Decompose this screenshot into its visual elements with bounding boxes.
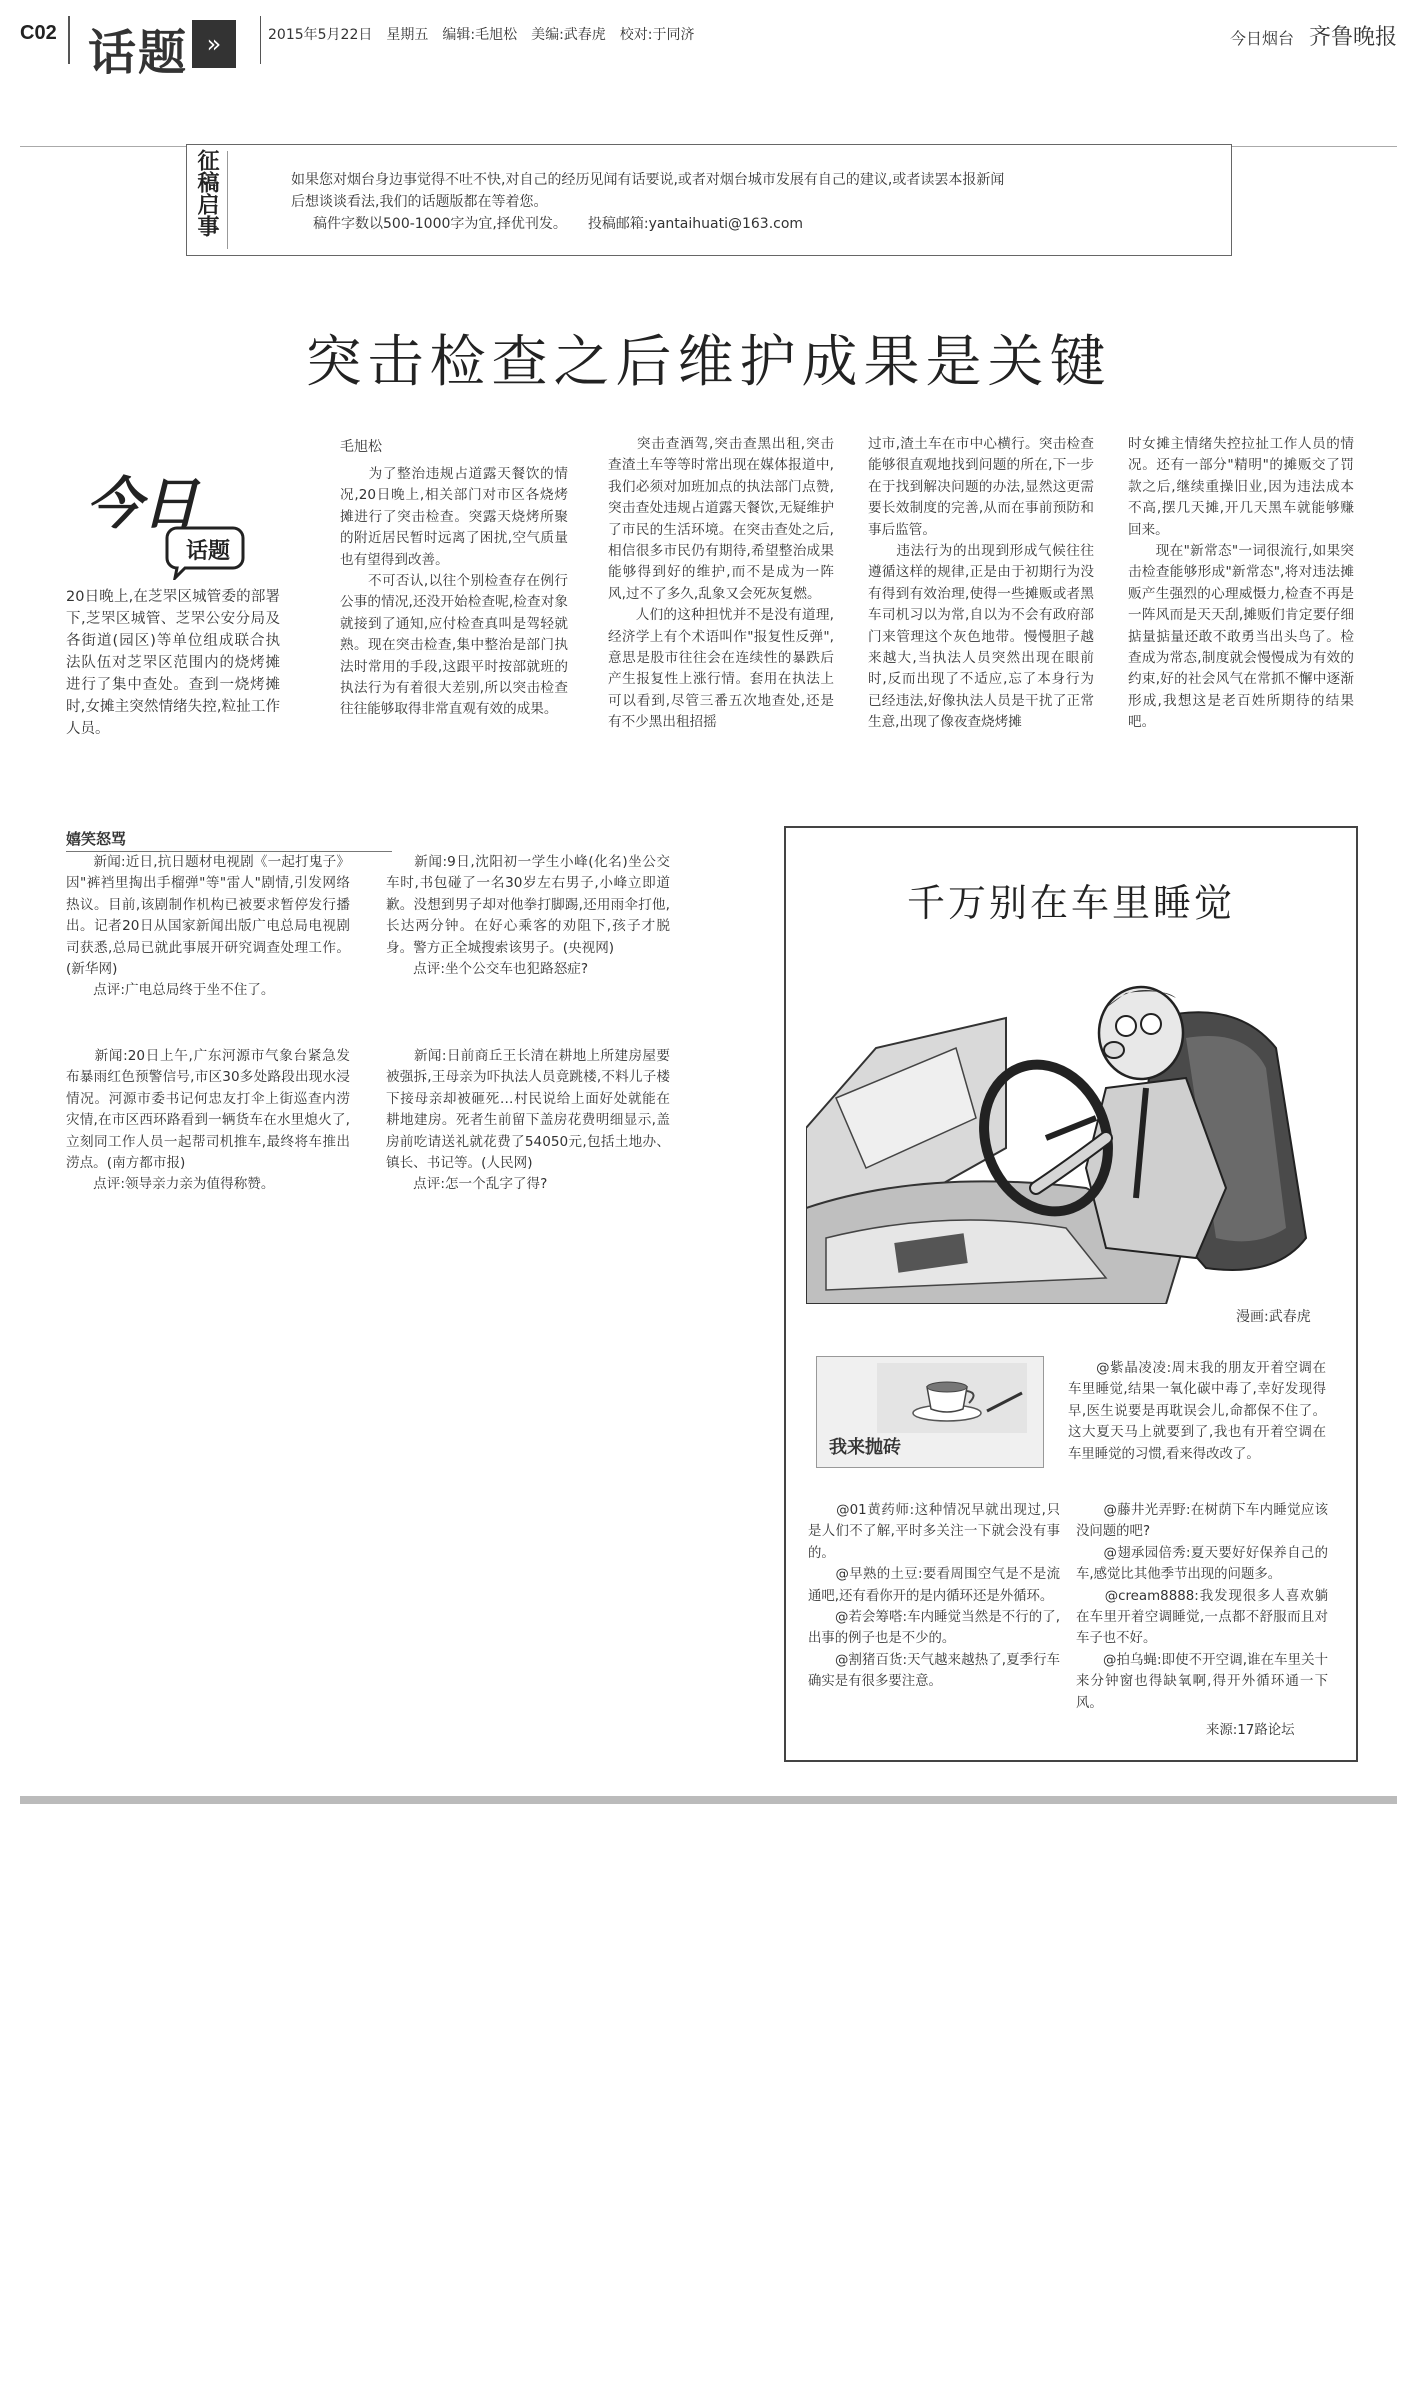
xiaoma-item <box>66 852 350 1002</box>
dateline: 2015年5月22日 星期五 编辑:毛旭松 美编:武春虎 校对:于同济 <box>268 27 695 43</box>
brand-logo: 齐鲁晚报 <box>1308 25 1397 50</box>
article-column-4: 时女摊主情绪失控拉扯工作人员的情况。还有一部分"精明"的摊贩交了罚款之后,继续重操旧业,因为违法成本不高,摆几天摊,开几天黑车就能够赚回来。 现在"新常态"一词很流行,如果突击检查能够形成"新常态",将对违法摊贩产生强烈的心理威慑力,检查不再是一阵风而是天天刮,摊贩们肯定要仔细掂量掂量还敢不敢勇当出头鸟了。检查成为常态,制度就会慢慢成为有效的约束,好的社会风气在常抓不懈中逐渐形成,我想这是老百姓所期待的结果吧。 <box>1128 436 1354 731</box>
article-author: 毛旭松 <box>340 439 382 455</box>
xiaoma-news: 新闻:日前商丘王长清在耕地上所建房屋要被强拆,王母亲为吓执法人员竟跳楼,不料儿子楼下接母亲却被砸死…村民说给上面好处就能在耕地建房。死者生前留下盖房花费明细显示,盖房前吃请送礼就花费了54050元,包括土地办、镇长、书记等。(人民网) <box>386 1048 670 1172</box>
header-divider-2 <box>260 16 261 64</box>
comments-left: @01黄药师:这种情况早就出现过,只是人们不了解,平时多关注一下就会没有事的。 @早熟的土豆:要看周围空气是不是流通吧,还有看你开的是内循环还是外循环。 @若会筹嗒:车内睡觉当然是不行的了,出事的例子也是不少的。 @割猪百货:天气越来越热了,夏季行车确实是有很多要注意。 <box>808 1503 1060 1690</box>
call-for-papers-box <box>186 144 1232 256</box>
jinri-huati-logo <box>82 460 272 580</box>
xiaoma-title: 嬉笑怒骂 <box>66 828 392 852</box>
xiaoma-news: 新闻:20日上午,广东河源市气象台紧急发布暴雨红色预警信号,市区30多处路段出现水浸情况。河源市委书记何忠友打伞上街巡查内涝灾情,在市区西环路看到一辆货车在水里熄火了,立刻同工作人员一起帮司机推车,最终将车推出涝点。(南方都市报) <box>66 1048 350 1172</box>
comments-source: 来源:17路论坛 <box>1206 1723 1295 1738</box>
xiaoma-news: 新闻:近日,抗日题材电视剧《一起打鬼子》因"裤裆里掏出手榴弹"等"雷人"剧情,引发网络热议。目前,该剧制作机构已被要求暂停发行播出。记者20日从国家新闻出版广电总局电视剧司获悉,总局已就此事展开研究调查处理工作。(新华网) <box>66 854 350 978</box>
article-column-2: 突击查酒驾,突击查黑出租,突击查渣土车等等时常出现在媒体报道中,我们必须对加班加点的执法部门点赞,突击查处违规占道露天餐饮,无疑维护了市民的生活环境。在突击查处之后,相信很多市民仍有期待,希望整治成果能够得到好的维护,而不是成为一阵风,过不了多久,乱象又会死灰复燃。 人们的这种担忧并不是没有道理,经济学上有个术语叫作"报复性反弹",意思是股市往往会在连续性的暴跌后产生报复性上涨行情。套用在执法上可以看到,尽管三番五次地查处,还是有不少黑出租招摇 <box>608 436 834 731</box>
comic-box <box>784 826 1358 1762</box>
notice-line: 后想谈谈看法,我们的话题版都在等着您。 <box>291 194 548 210</box>
pz-banner <box>816 1356 1044 1468</box>
comment-top-right: @紫晶凌凌:周末我的朋友开着空调在车里睡觉,结果一氧化碳中毒了,幸好发现得早,医生说要是再耽误会儿,命都保不住了。这大夏天马上就要到了,我也有开着空调在车里睡觉的习惯,看来得改改了。 <box>1068 1361 1326 1462</box>
xiaoma-comment: 点评:坐个公交车也犯路怒症? <box>386 961 589 978</box>
article-column-1: 为了整治违规占道露天餐饮的情况,20日晚上,相关部门对市区各烧烤摊进行了突击检查。突露天烧烤所聚的附近居民暂时远离了困扰,空气质量也有望得到改善。 不可否认,以往个别检查存在例行公事的情况,还没开始检查呢,检查对象就接到了通知,应付检查真叫是驾轻就熟。现在突击检查,集中整治是部门执法时常用的手段,这跟平时按部就班的执法行为有着很大差别,所以突击检查往往能够取得非常直观有效的成果。 <box>340 466 568 718</box>
article-column-3: 过市,渣土车在市中心横行。突击检查能够很直观地找到问题的所在,下一步在于找到解决问题的办法,显然这更需要长效制度的完善,从而在事前预防和事后监管。 违法行为的出现到形成气候往往遵循这样的规律,正是由于初期行为没有得到有效治理,使得一些摊贩或者黑车司机习以为常,自以为不会有政府部门来管理这个灰色地带。慢慢胆子越来越大,当执法人员突然出现在眼前时,反而出现了不适应,忘了本身行为已经违法,好像执法人员是干扰了正常生意,出现了像夜查烧烤摊 <box>868 436 1094 731</box>
section-name: 话题 <box>88 25 189 81</box>
xiaoma-comment: 点评:领导亲力亲为值得称赞。 <box>66 1176 275 1193</box>
comic-title: 千万别在车里睡觉 <box>906 881 1235 925</box>
comments-right: @藤井光弄野:在树荫下车内睡觉应该没问题的吧? @翅承园倍秀:夏天要好好保养自己的车,感觉比其他季节出现的问题多。 @cream8888:我发现很多人喜欢躺在车里开着空调睡觉,一点都不舒服而且对车子也不好。 @拍乌蝇:即使不开空调,谁在车里关十来分钟窗也得缺氧啊,得开外循环通一下风。 <box>1076 1503 1328 1711</box>
header-divider <box>68 16 70 64</box>
notice-line: 稿件字数以500-1000字为宜,择优刊发。 投稿邮箱:yantaihuati@163.com <box>313 216 804 232</box>
pz-label: 我来抛砖 <box>829 1437 901 1458</box>
section-arrow-icon: » <box>192 20 236 68</box>
xiaoma-item <box>66 1046 350 1196</box>
jinri-intro: 20日晚上,在芝罘区城管委的部署下,芝罘区城管、芝罘公安分局及各街道(园区)等单位组成联合执法队伍对芝罘区范围内的烧烤摊进行了集中查处。查到一烧烤摊时,女摊主突然情绪失控,粒扯工作人员。 <box>66 589 280 737</box>
comic-credit: 漫画:武春虎 <box>1236 1309 1311 1325</box>
teacup-icon <box>877 1363 1027 1433</box>
comic-illustration <box>806 938 1336 1304</box>
jinri-logo-tag: 话题 <box>186 539 231 564</box>
main-headline: 突击检查之后维护成果是关键 <box>305 330 1112 395</box>
xiaoma-item <box>386 852 670 980</box>
brand-edition: 今日烟台 <box>1229 29 1294 48</box>
xiaoma-item <box>386 1046 670 1196</box>
call-for-papers-title: 征稿启事 <box>194 149 219 237</box>
xiaoma-comment: 点评:怎一个乱字了得? <box>386 1176 548 1193</box>
xiaoma-comment: 点评:广电总局终于坐不住了。 <box>66 982 275 999</box>
page-code: C02 <box>20 22 57 44</box>
xiaoma-news: 新闻:9日,沈阳初一学生小峰(化名)坐公交车时,书包碰了一名30岁左右男子,小峰立即道歉。没想到男子却对他拳打脚踢,还用雨伞打他,长达两分钟。在好心乘客的劝阻下,孩子才脱身。警方正全城搜索该男子。(央视网) <box>386 854 670 956</box>
call-for-papers-body <box>291 169 1191 235</box>
notice-line: 如果您对烟台身边事觉得不吐不快,对自己的经历见闻有话要说,或者对烟台城市发展有自己的建议,或者读罢本报新闻 <box>291 172 1005 188</box>
notice-divider <box>227 151 228 249</box>
brand <box>1230 20 1397 51</box>
bottom-rule <box>20 1796 1397 1804</box>
jinri-logo-text: 今日 <box>86 472 198 537</box>
